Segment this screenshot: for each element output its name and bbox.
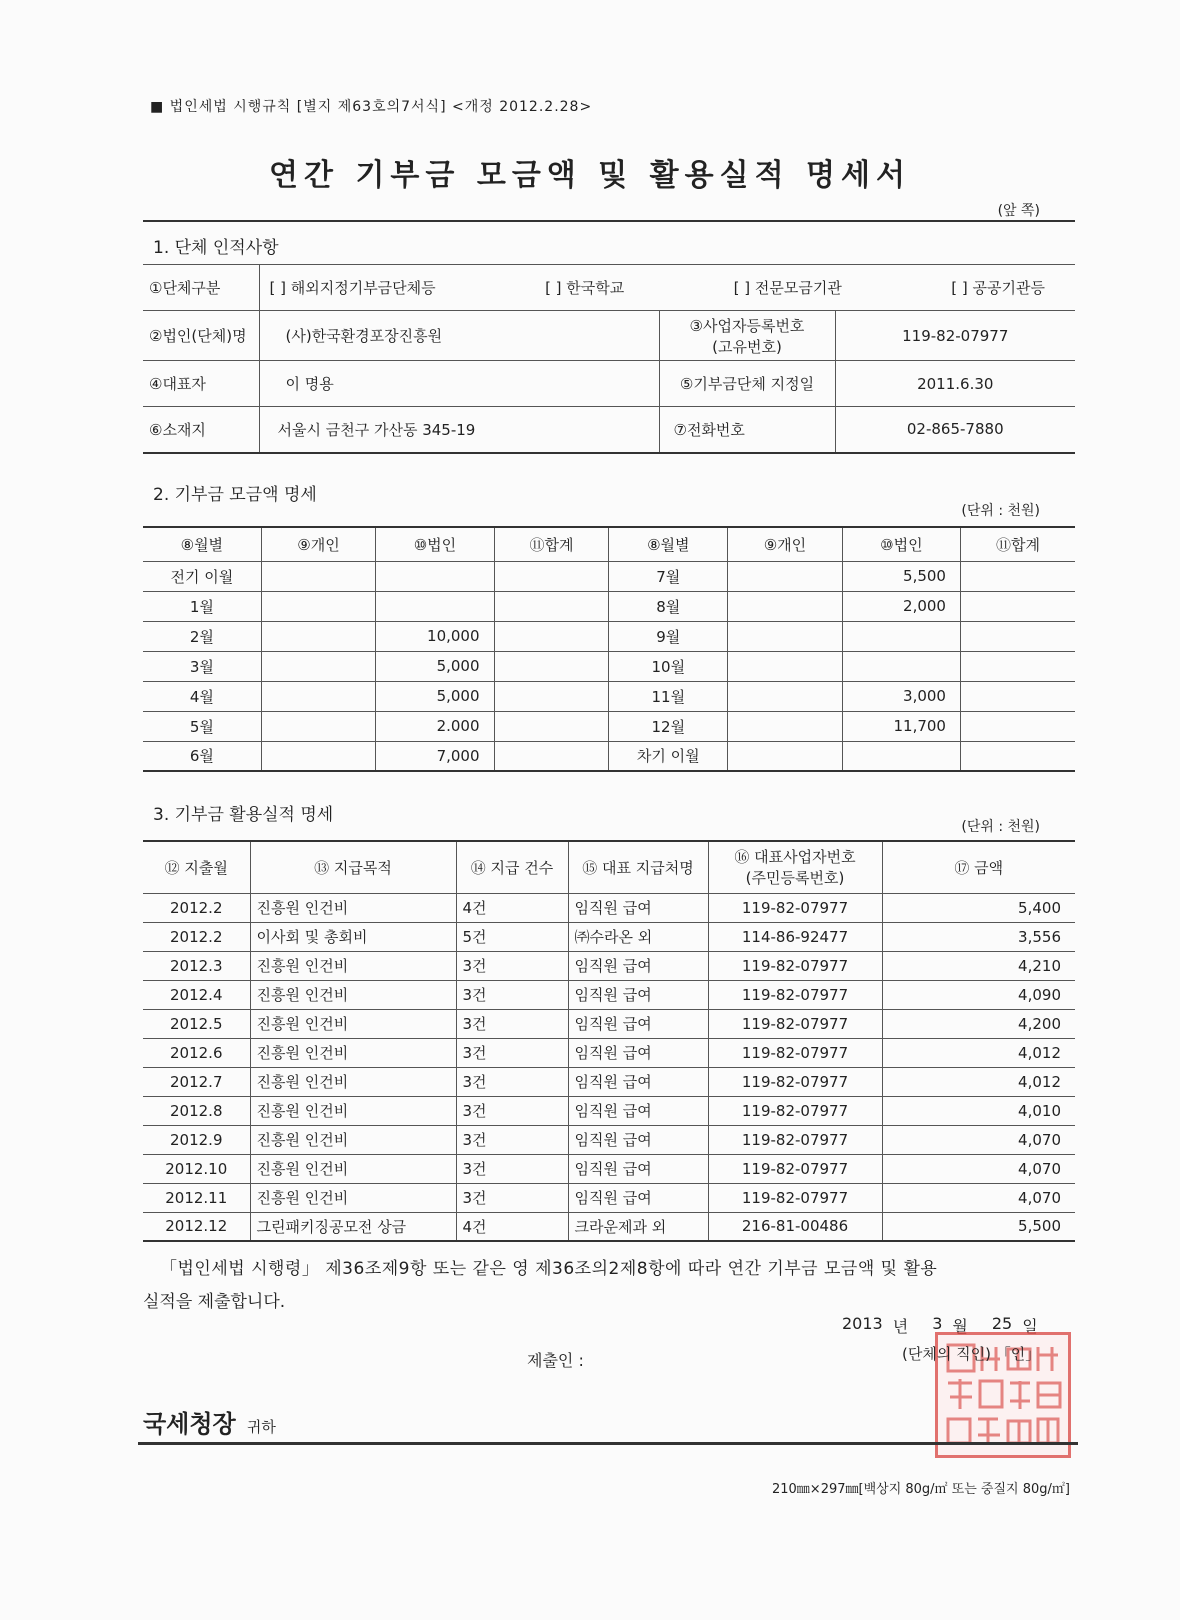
bizno-label-line: ③사업자등록번호 (689, 316, 805, 335)
cell-bizno: 119-82-07977 (708, 951, 882, 980)
table-cell (261, 561, 376, 591)
table-cell (960, 711, 1075, 741)
cell-count: 3건 (456, 980, 568, 1009)
date-month: 3 (932, 1314, 943, 1333)
form-reference: ■ 법인세법 시행규칙 [별지 제63호의7서식] <개정 2012.2.28> (150, 99, 593, 115)
bizno-label (659, 311, 835, 361)
cell-payee: 임직원 급여 (568, 1009, 708, 1038)
table-cell (842, 651, 960, 681)
cell-count: 3건 (456, 1096, 568, 1125)
table-cell (960, 561, 1075, 591)
col-header-count: ⑭ 지급 건수 (456, 841, 568, 893)
designation-date-value: 2011.6.30 (835, 361, 1075, 407)
table-cell (960, 621, 1075, 651)
bizno-header-line: ⑯ 대표사업자번호 (734, 848, 856, 867)
statement-line-2: 실적을 제출합니다. (143, 1292, 286, 1312)
cell-count: 4건 (456, 893, 568, 922)
cell-month: 2012.7 (143, 1067, 250, 1096)
table-cell: 5,500 (842, 561, 960, 591)
col-header-month: ⑫ 지출월 (143, 841, 250, 893)
section3-unit: (단위 : 천원) (961, 819, 1040, 835)
table-cell (842, 621, 960, 651)
table-cell (960, 741, 1075, 771)
cell-amount: 4,010 (882, 1096, 1075, 1125)
table-row (143, 651, 1075, 681)
col-header-month: ⑧월별 (609, 527, 728, 561)
table-cell: 2,000 (842, 591, 960, 621)
cell-amount: 3,556 (882, 922, 1075, 951)
cell-amount: 4,012 (882, 1038, 1075, 1067)
date-day-unit: 일 (1022, 1317, 1038, 1336)
document-title: 연간 기부금 모금액 및 활용실적 명세서 (269, 158, 911, 193)
table-row (143, 1038, 1075, 1067)
cell-amount: 4,070 (882, 1154, 1075, 1183)
phone-label: ⑦전화번호 (659, 407, 835, 453)
table-row (143, 922, 1075, 951)
table-cell (960, 651, 1075, 681)
cell-amount: 4,012 (882, 1067, 1075, 1096)
bizno-value: 119-82-07977 (835, 311, 1075, 361)
table-row (143, 621, 1075, 651)
col-header-amount: ⑰ 금액 (882, 841, 1075, 893)
section2-heading: 2. 기부금 모금액 명세 (153, 485, 317, 505)
cell-count: 3건 (456, 951, 568, 980)
cell-amount: 5,400 (882, 893, 1075, 922)
cell-purpose: 그린패키징공모전 상금 (250, 1212, 456, 1241)
table-row (143, 1154, 1075, 1183)
table-cell (728, 651, 843, 681)
table-cell: 11,700 (842, 711, 960, 741)
table-row (143, 951, 1075, 980)
table-row (143, 1096, 1075, 1125)
col-header-month: ⑧월별 (143, 527, 261, 561)
org-type-option: [ ] 공공기관등 (951, 279, 1045, 297)
table-row (143, 1125, 1075, 1154)
table-cell: 10월 (609, 651, 728, 681)
section2-unit: (단위 : 천원) (961, 503, 1040, 519)
cell-amount: 5,500 (882, 1212, 1075, 1241)
table-cell (728, 681, 843, 711)
address-value: 서울시 금천구 가산동 345-19 (259, 407, 659, 453)
col-header-purpose: ⑬ 지급목적 (250, 841, 456, 893)
table-cell (494, 561, 609, 591)
cell-payee: 임직원 급여 (568, 1125, 708, 1154)
date-year: 2013 (842, 1314, 883, 1333)
table-cell (494, 591, 609, 621)
cell-payee: 임직원 급여 (568, 1038, 708, 1067)
table-cell (494, 681, 609, 711)
table-cell: 2월 (143, 621, 261, 651)
table-cell: 8월 (609, 591, 728, 621)
top-rule (143, 220, 1075, 222)
cell-amount: 4,210 (882, 951, 1075, 980)
table-cell: 6월 (143, 741, 261, 771)
table-cell (728, 561, 843, 591)
org-type-option: [ ] 한국학교 (545, 279, 625, 297)
donation-receipts-table (143, 526, 1075, 772)
table-cell: 5월 (143, 711, 261, 741)
table-cell: 10,000 (376, 621, 494, 651)
organization-info-table (143, 264, 1075, 454)
table-cell: 4월 (143, 681, 261, 711)
cell-payee: 임직원 급여 (568, 951, 708, 980)
table-row (143, 561, 1075, 591)
col-header-payee: ⑮ 대표 지급처명 (568, 841, 708, 893)
recipient-suffix: 귀하 (246, 1418, 276, 1436)
table-cell: 3,000 (842, 681, 960, 711)
cell-bizno: 119-82-07977 (708, 1183, 882, 1212)
cell-purpose: 진흥원 인건비 (250, 1038, 456, 1067)
table-cell (261, 651, 376, 681)
table-cell (728, 711, 843, 741)
org-type-option: [ ] 해외지정기부금단체등 (269, 279, 436, 297)
cell-purpose: 진흥원 인건비 (250, 893, 456, 922)
page-side-note: (앞 쪽) (997, 203, 1040, 219)
table-cell (842, 741, 960, 771)
cell-bizno: 119-82-07977 (708, 1067, 882, 1096)
table-cell: 11월 (609, 681, 728, 711)
cell-month: 2012.4 (143, 980, 250, 1009)
table-cell (376, 561, 494, 591)
col-header-total: ⑪합계 (960, 527, 1075, 561)
cell-payee: ㈜수라온 외 (568, 922, 708, 951)
org-name-label: ②법인(단체)명 (143, 311, 259, 361)
cell-month: 2012.10 (143, 1154, 250, 1183)
col-header-corporate: ⑩법인 (842, 527, 960, 561)
cell-purpose: 진흥원 인건비 (250, 1009, 456, 1038)
col-header-individual: ⑨개인 (728, 527, 843, 561)
table-cell (494, 621, 609, 651)
cell-month: 2012.9 (143, 1125, 250, 1154)
table-cell: 5,000 (376, 681, 494, 711)
seal-mark: 「인」 (995, 1345, 1041, 1363)
cell-purpose: 진흥원 인건비 (250, 1096, 456, 1125)
cell-month: 2012.6 (143, 1038, 250, 1067)
recipient (143, 1404, 276, 1439)
table-row (143, 681, 1075, 711)
cell-bizno: 119-82-07977 (708, 1125, 882, 1154)
table-cell (494, 741, 609, 771)
table-row (143, 741, 1075, 771)
cell-purpose: 진흥원 인건비 (250, 1154, 456, 1183)
cell-bizno: 119-82-07977 (708, 1009, 882, 1038)
representative-label: ④대표자 (143, 361, 259, 407)
cell-count: 4건 (456, 1212, 568, 1241)
phone-value: 02-865-7880 (835, 407, 1075, 453)
cell-month: 2012.3 (143, 951, 250, 980)
cell-bizno: 119-82-07977 (708, 980, 882, 1009)
cell-bizno: 119-82-07977 (708, 1154, 882, 1183)
org-type-options (259, 265, 1075, 311)
table-cell (261, 711, 376, 741)
cell-bizno: 119-82-07977 (708, 1096, 882, 1125)
table-row (143, 1009, 1075, 1038)
org-type-option: [ ] 전문모금기관 (733, 279, 842, 297)
table-cell: 5,000 (376, 651, 494, 681)
cell-bizno: 216-81-00486 (708, 1212, 882, 1241)
table-row (143, 893, 1075, 922)
col-header-individual: ⑨개인 (261, 527, 376, 561)
cell-month: 2012.5 (143, 1009, 250, 1038)
cell-amount: 4,070 (882, 1183, 1075, 1212)
cell-bizno: 114-86-92477 (708, 922, 882, 951)
donation-usage-table (143, 840, 1075, 1242)
section1-heading: 1. 단체 인적사항 (153, 238, 279, 258)
cell-payee: 임직원 급여 (568, 893, 708, 922)
statement-line-1: 「법인세법 시행령」 제36조제9항 또는 같은 영 제36조의2제8항에 따라 연간 기부금 모금액 및 활용 (160, 1259, 938, 1279)
cell-purpose: 진흥원 인건비 (250, 1067, 456, 1096)
table-row (143, 980, 1075, 1009)
table-cell (960, 681, 1075, 711)
cell-amount: 4,090 (882, 980, 1075, 1009)
designation-date-label: ⑤기부금단체 지정일 (659, 361, 835, 407)
cell-count: 3건 (456, 1154, 568, 1183)
cell-month: 2012.2 (143, 893, 250, 922)
representative-value: 이 명용 (259, 361, 659, 407)
table-cell: 7,000 (376, 741, 494, 771)
cell-amount: 4,200 (882, 1009, 1075, 1038)
table-cell: 전기 이월 (143, 561, 261, 591)
table-cell: 3월 (143, 651, 261, 681)
bizno-header-sub: (주민등록번호) (745, 869, 845, 888)
table-cell: 12월 (609, 711, 728, 741)
table-cell: 9월 (609, 621, 728, 651)
table-cell (376, 591, 494, 621)
cell-payee: 임직원 급여 (568, 1154, 708, 1183)
bottom-rule (138, 1442, 1078, 1445)
table-cell (728, 741, 843, 771)
table-cell (261, 681, 376, 711)
cell-amount: 4,070 (882, 1125, 1075, 1154)
table-row (143, 1183, 1075, 1212)
cell-purpose: 이사회 및 총회비 (250, 922, 456, 951)
table-cell: 2.000 (376, 711, 494, 741)
table-cell: 7월 (609, 561, 728, 591)
cell-month: 2012.8 (143, 1096, 250, 1125)
table-row (143, 1067, 1075, 1096)
cell-bizno: 119-82-07977 (708, 893, 882, 922)
table-cell (494, 651, 609, 681)
cell-payee: 임직원 급여 (568, 1067, 708, 1096)
cell-month: 2012.2 (143, 922, 250, 951)
section3-heading: 3. 기부금 활용실적 명세 (153, 805, 334, 825)
recipient-name: 국세청장 (143, 1410, 236, 1438)
cell-purpose: 진흥원 인건비 (250, 980, 456, 1009)
table-cell (728, 591, 843, 621)
cell-count: 3건 (456, 1125, 568, 1154)
submitter-label: 제출인 : (527, 1351, 584, 1370)
paper-spec: 210㎜×297㎜[백상지 80g/㎡ 또는 중질지 80g/㎡] (771, 1482, 1070, 1497)
date-year-unit: 년 (892, 1317, 909, 1336)
cell-month: 2012.12 (143, 1212, 250, 1241)
seal-note-text: (단체의 직인) (902, 1345, 991, 1363)
cell-purpose: 진흥원 인건비 (250, 951, 456, 980)
table-row (143, 591, 1075, 621)
col-header-bizno (708, 841, 882, 893)
cell-payee: 크라운제과 외 (568, 1212, 708, 1241)
bizno-label-line: (고유번호) (712, 337, 782, 356)
cell-count: 3건 (456, 1009, 568, 1038)
org-type-label: ①단체구분 (143, 265, 259, 311)
cell-count: 3건 (456, 1067, 568, 1096)
org-name-value: (사)한국환경포장진흥원 (259, 311, 659, 361)
col-header-total: ⑪합계 (494, 527, 609, 561)
table-cell: 차기 이월 (609, 741, 728, 771)
cell-bizno: 119-82-07977 (708, 1038, 882, 1067)
table-cell: 1월 (143, 591, 261, 621)
table-cell (261, 741, 376, 771)
table-row (143, 711, 1075, 741)
cell-count: 3건 (456, 1183, 568, 1212)
cell-purpose: 진흥원 인건비 (250, 1183, 456, 1212)
col-header-corporate: ⑩법인 (376, 527, 494, 561)
table-cell (494, 711, 609, 741)
cell-count: 3건 (456, 1038, 568, 1067)
date-month-unit: 월 (952, 1317, 968, 1336)
table-cell (261, 591, 376, 621)
table-cell (728, 621, 843, 651)
cell-count: 5건 (456, 922, 568, 951)
seal-note (902, 1343, 1040, 1364)
table-cell (960, 591, 1075, 621)
table-cell (261, 621, 376, 651)
cell-purpose: 진흥원 인건비 (250, 1125, 456, 1154)
cell-month: 2012.11 (143, 1183, 250, 1212)
address-label: ⑥소재지 (143, 407, 259, 453)
date-day: 25 (991, 1314, 1013, 1333)
table-row (143, 1212, 1075, 1241)
cell-payee: 임직원 급여 (568, 980, 708, 1009)
cell-payee: 임직원 급여 (568, 1183, 708, 1212)
cell-payee: 임직원 급여 (568, 1096, 708, 1125)
